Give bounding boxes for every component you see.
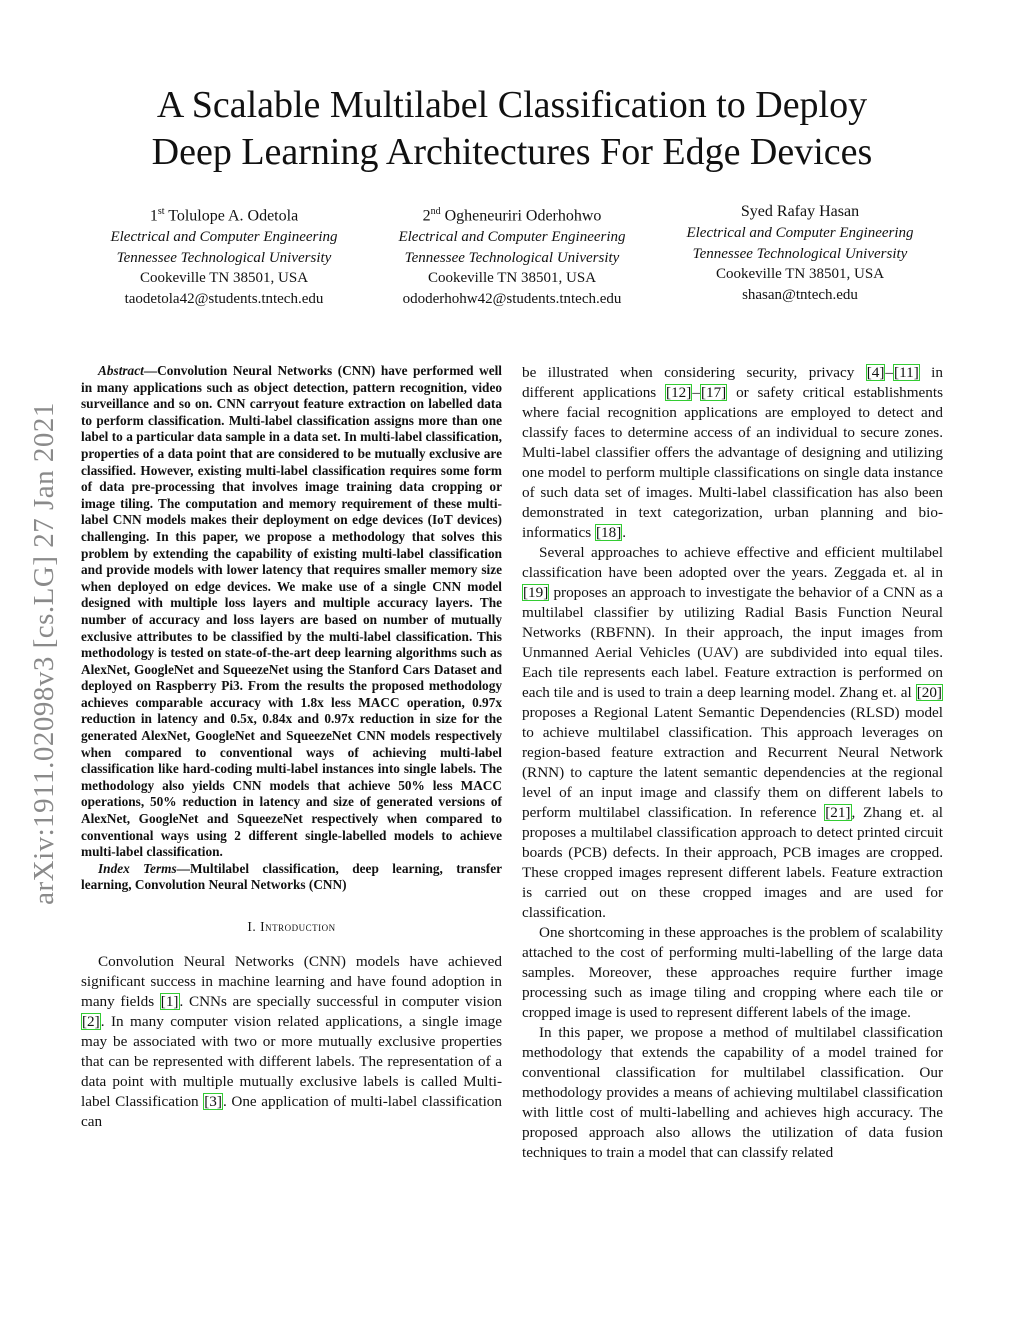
author-university: Tennessee Technological University [404, 249, 620, 266]
abstract-label: Abstract [98, 363, 144, 378]
author-dept: Electrical and Computer Engineering [110, 229, 338, 246]
author-email: ododerhohw42@students.tntech.edu [402, 290, 622, 307]
arxiv-identifier: arXiv:1911.02098v3 [cs.LG] 27 Jan 2021 [27, 401, 60, 905]
citation-link[interactable]: [3] [204, 1093, 222, 1110]
author-3 [656, 201, 944, 309]
citation-link[interactable]: [17] [700, 384, 727, 401]
intro-paragraph-continued: be illustrated when considering security, privacy [4]–[11] in different applications [12]–[17] or safety critical establishments where facial recognition applications are employed to detect and classify faces to determine access of an individual to secure zones. Multi-label classifier offers the advantage of designing and utilizing one model to perform multiple classifications on single data instance of such data set of images. Multi-label classification has also been demonstrated in text categorization, urban planning and bio-informatics [18]. [522, 364, 943, 541]
citation-link[interactable]: [1] [160, 993, 179, 1010]
citation-link[interactable]: [18] [595, 524, 622, 541]
intro-paragraph-3: One shortcoming in these approaches is the problem of scalability attached to the cost of performing multi-labelling of the large data samples. Moreover, these approaches require further image processing such as image tiling and cropping where each tile or cropped image is used to represent different labels of the image. [522, 924, 943, 1021]
citation-link[interactable]: [21] [825, 804, 851, 821]
index-terms [81, 861, 502, 894]
left-column [81, 363, 502, 1132]
author-city: Cookeville TN 38501, USA [139, 270, 309, 287]
author-dept: Electrical and Computer Engineering [686, 225, 914, 241]
intro-paragraph-2: Several approaches to achieve effective and efficient multilabel classification have been adopted over the years. Zeggada et. al in [19] proposes an approach to investigate the behavior of a CNN as a multilabel classifier by utilizing Radial Basis Function Neural Networks (RBFNN). In their approach, the input images from Unmanned Aerial Vehicles (UAV) are subdivided into equal tiles. Each tile represents each label. Feature extraction is performed on each tile and is used to train a deep learning model. Zhang et. al [20] proposes a Regional Latent Semantic Dependencies (RLSD) model to achieve multilabel classification. This approach leverages on region-based feature extraction and Recurrent Neural Network (RNN) to capture the latent semantic dependencies at the regional level of an input image and classify them on different labels to perform multilabel classification. In reference [21], Zhang et. al proposes a multilabel classification approach to detect printed circuit boards (PCB) defects. In their approach, PCB images are cropped. These cropped images represent different labels. Feature extraction is carried out on these cropped images and are used for classification. [522, 544, 943, 921]
author-email: shasan@tntech.edu [742, 286, 858, 303]
author-name: Tolulope A. Odetola [168, 207, 299, 225]
author-2: 2nd Ogheneuriri Oderhohwo Electrical and Computer Engineering Tennessee Technological University Cookeville TN 38501, USA ododerhohw42@students.tntech.edu [368, 201, 656, 309]
index-terms-label: Index Terms [98, 860, 177, 876]
intro-paragraph-4: In this paper, we propose a method of multilabel classification methodology that extends the capability of a model trained for conventional classification for multilabel classification. Our methodology provides a means of achieving multilabel classification with little cost of multi-labelling and achieves high accuracy. The proposed approach also allows the utilization of data fusion techniques to train a model that can classify related [522, 1024, 943, 1161]
citation-link[interactable]: [19] [523, 584, 549, 601]
author-1: 1st Tolulope A. Odetola Electrical and Computer Engineering Tennessee Technological University Cookeville TN 38501, USA taodetola42@students.tntech.edu [80, 201, 368, 309]
author-university: Tennessee Technological University [692, 245, 908, 262]
abstract-text: —Convolution Neural Networks (CNN) have performed well in many applications such as object detection, pattern recognition, video surveillance and so on. CNN carryout feature extraction on labelled data to perform classification. Multi-label classification assigns more than one label to a particular data sample in a data set. In multi-label classification, properties of a data point that are considered to be mutually exclusive are classified. However, existing multi-label classification requires some form of data pre-processing that involves image training data cropping or image tiling. The computation and memory requirement of these multi-label CNN models makes their deployment on edge devices (IoT devices) challenging. In this paper, we propose a methodology that solves this problem by extending the capability of existing multi-label classification and provide models with lower latency that requires smaller memory size when deployed on edge devices. We make use of a single CNN model designed with multiple loss layers and multiple accuracy layers. The number of accuracy and loss layers are based on number of mutually exclusive attributes to be classified by the multi-label classification. This methodology is tested on state-of-the-art deep learning algorithms such as AlexNet, GoogleNet and SqueezeNet using the Stanford Cars Dataset and deployed on Raspberry Pi3. From the results the proposed methodology achieves comparable accuracy with 1.8x less MACC operation, 0.97x reduction in latency and 0.5x, 0.84x and 0.97x reduction in size for the generated AlexNet, GoogleNet and SqueezeNet CNN models respectively when compared to conventional ways of achieving multi-label classification like hard-coding multi-label instances into single labels. The methodology also yields CNN models that achieve 50% less MACC operations, 50% reduction in latency and size of generated versions of AlexNet, GoogleNet and SqueezeNet respectively when compared to conventional ways using 2 different single-labelled models to achieve multi-label classification. [81, 363, 502, 860]
author-block [80, 201, 944, 309]
author-dept: Electrical and Computer Engineering [398, 229, 626, 246]
arxiv-sidebar [24, 363, 64, 943]
index-terms-text: —Multilabel classification, deep learning, transfer learning, Convolution Neural Networks (CNN) [81, 860, 502, 893]
citation-link[interactable]: [20] [916, 684, 942, 701]
title-line-2: Deep Learning Architectures For Edge Devices [151, 131, 873, 173]
author-name: Ogheneuriri Oderhohwo [444, 207, 602, 225]
paper-title [80, 82, 944, 176]
author-email: taodetola42@students.tntech.edu [124, 290, 324, 307]
citation-link[interactable]: [2] [82, 1013, 100, 1030]
citation-link[interactable]: [12] [666, 384, 692, 401]
author-city: Cookeville TN 38501, USA [715, 266, 885, 282]
citation-link[interactable]: [4] [866, 364, 885, 381]
citation-link[interactable]: [11] [894, 364, 919, 381]
abstract [81, 363, 502, 861]
title-line-1: A Scalable Multilabel Classification to Deploy [156, 84, 868, 126]
section-heading-introduction: I. Introduction [247, 919, 336, 934]
right-column [522, 363, 943, 1163]
author-name: Syed Rafay Hasan [740, 203, 860, 220]
intro-paragraph-1: Convolution Neural Networks (CNN) models have achieved significant success in machine learning and have found adoption in many fields [1]. CNNs are specially successful in computer vision [2]. In many computer vision related applications, a single image may be associated with two or more mutually exclusive properties that can be represented with different labels. The representation of a data point with multiple mutually exclusive labels is called Multi-label Classification [3]. One application of multi-label classification can [81, 953, 503, 1130]
author-city: Cookeville TN 38501, USA [427, 270, 597, 287]
author-university: Tennessee Technological University [116, 249, 332, 266]
